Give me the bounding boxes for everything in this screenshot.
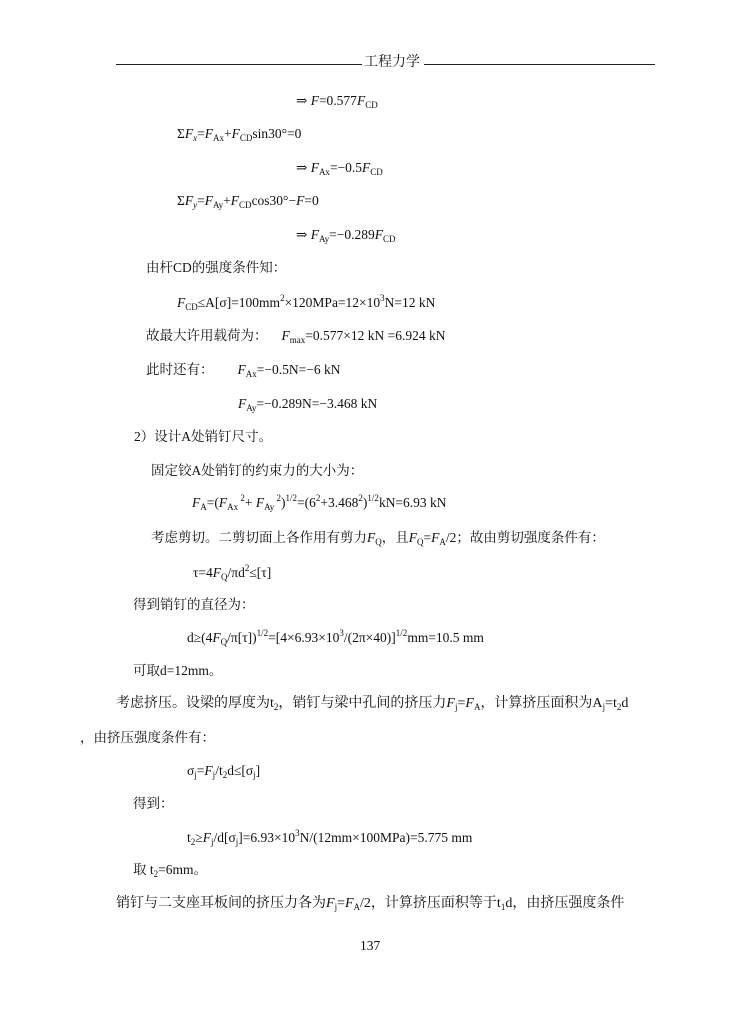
equation-bearing-stress: $\sigma_j=F_j/t_2d\le[\sigma_j]$ bbox=[187, 763, 261, 780]
equation-sum-fy: $\Sigma F_y=F_{Ay}+F_{CD}\cos 30^\circ-F=0$ bbox=[177, 193, 319, 210]
paragraph-take-t2: 取 $t_2=6mm$。 bbox=[133, 862, 208, 879]
equation-F: ⇒ $F=0.577F_{CD}$ bbox=[296, 93, 378, 110]
paragraph-strength-condition: 由杆CD的强度条件知： bbox=[146, 260, 287, 275]
paragraph-shear: 考虑剪切。二剪切面上各作用有剪力$F_Q$，且$F_Q=F_A/2$；故由剪切强度条件有： bbox=[151, 530, 605, 547]
paragraph-also: 此时还有： $F_{Ax}=-0.5N=-6$ kN bbox=[146, 362, 341, 379]
paragraph-take-d: 可取d=12mm。 bbox=[133, 663, 223, 678]
section-heading-pin-design: 2）设计A处销钉尺寸。 bbox=[134, 429, 272, 444]
header-rule-left bbox=[116, 64, 362, 65]
header-rule-right bbox=[424, 64, 655, 65]
header-title: 工程力学 bbox=[364, 54, 420, 70]
paragraph-diameter: 得到销钉的直径为： bbox=[133, 597, 255, 612]
equation-diameter: $d\ge(4F_Q/\pi[\tau])^{1/2}=[4\times 6.93\times 10^3/(2\pi\times 40)]^{1/2}mm=10.5$ mm bbox=[187, 628, 484, 647]
equation-FCD: $F_{CD}\le A[\sigma]=100mm^2\times 120MPa=12\times 10^3N=12$ kN bbox=[177, 293, 436, 312]
paragraph-bearing: 考虑挤压。设梁的厚度为$t_2$，销钉与梁中孔间的挤压力$F_j=F_A$，计算挤压面积为$A_j=t_2d$ bbox=[116, 696, 629, 712]
paragraph-max-load: 故最大许用载荷为： $F_{max}=0.577\times 12$ kN =6.924 kN bbox=[146, 328, 446, 345]
equation-FAy: ⇒ $F_{Ay}=-0.289F_{CD}$ bbox=[296, 227, 396, 244]
equation-shear-stress: $\tau=4F_Q/\pi d^2\le[\tau]$ bbox=[193, 563, 272, 582]
equation-FAy-value: $F_{Ay}=-0.289N=-3.468$ kN bbox=[238, 396, 378, 413]
equation-FA: $F_A=(F_{Ax}$ $^2+ F_{Ay}$ $^2)^{1/2}=(6^2+3.468^2)^{1/2}kN=6.93$ kN bbox=[192, 493, 447, 512]
paragraph-pin-lug: 销钉与二支座耳板间的挤压力各为$F_j=F_A/2$，计算挤压面积等于$t_1d$，由挤压强度条件 bbox=[116, 896, 625, 912]
paragraph-obtain: 得到： bbox=[133, 796, 174, 811]
page-number: 137 bbox=[360, 938, 381, 953]
paragraph-bearing-condition: ，由挤压强度条件有： bbox=[80, 730, 215, 745]
equation-thickness: $t_2\ge F_j/d[\sigma_j]=6.93\times 10^3N/(12mm\times 100MPa)=5.775$ mm bbox=[187, 828, 473, 847]
equation-FAx: ⇒ $F_{Ax}=-0.5F_{CD}$ bbox=[296, 160, 383, 177]
paragraph-constraint-force: 固定铰A处销钉的约束力的大小为： bbox=[151, 463, 364, 478]
equation-sum-fx: $\Sigma F_x=F_{Ax}+F_{CD}\sin 30^\circ=0$ bbox=[177, 126, 302, 143]
